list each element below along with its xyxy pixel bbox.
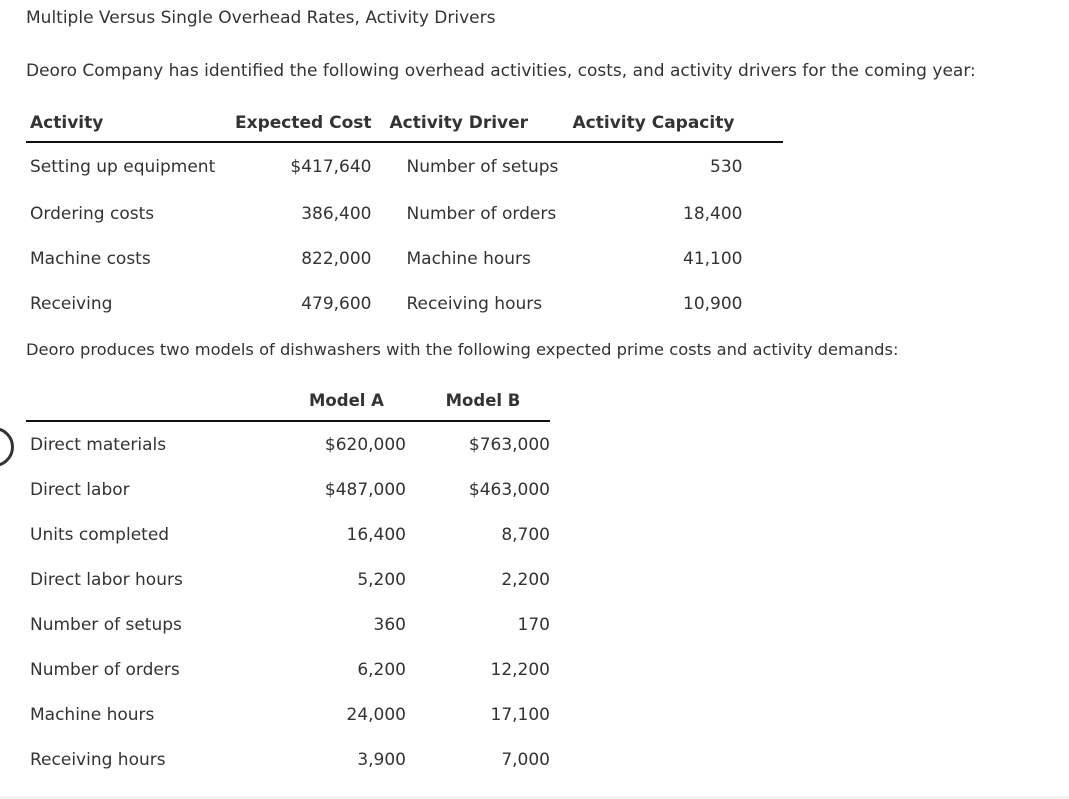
model-b-value: 2,200 xyxy=(501,569,550,590)
expected-cost: $417,640 xyxy=(290,157,372,177)
activity-capacity: 530 xyxy=(710,157,743,177)
row-label: Number of setups xyxy=(30,614,182,635)
table-row xyxy=(26,602,550,647)
activity-driver: Number of orders xyxy=(406,203,557,224)
model-b-value: $463,000 xyxy=(468,479,550,500)
row-label: Direct labor hours xyxy=(30,569,183,590)
header-blank xyxy=(26,380,247,421)
header-model-b: Model B xyxy=(406,380,550,421)
model-b-value: 8,700 xyxy=(501,524,550,545)
activity-name: Setting up equipment xyxy=(30,157,216,177)
table-row xyxy=(26,557,550,602)
table-row xyxy=(26,421,550,467)
model-b-value: $763,000 xyxy=(468,434,550,455)
table-row xyxy=(26,647,550,692)
model-a-value: $620,000 xyxy=(324,434,406,455)
expected-cost: 386,400 xyxy=(301,203,372,224)
header-activity: Activity xyxy=(26,105,235,142)
expected-cost: 822,000 xyxy=(301,248,372,269)
row-label: Units completed xyxy=(30,524,170,545)
activity-capacity: 18,400 xyxy=(683,203,743,224)
table-row xyxy=(26,737,550,782)
intro-paragraph-models: Deoro produces two models of dishwashers with the following expected prime costs and activity demands: xyxy=(26,340,899,359)
page-title: Multiple Versus Single Overhead Rates, Activity Drivers xyxy=(26,8,496,28)
model-b-value: 17,100 xyxy=(490,704,550,725)
activity-capacity: 41,100 xyxy=(683,248,743,269)
table-row xyxy=(26,281,783,326)
row-label: Direct materials xyxy=(30,434,167,455)
model-a-value: 16,400 xyxy=(346,524,406,545)
table-row xyxy=(26,142,783,191)
intro-paragraph-activities: Deoro Company has identified the following overhead activities, costs, and activity drivers for the coming year: xyxy=(26,61,976,81)
row-label: Receiving hours xyxy=(30,749,166,770)
model-a-value: 5,200 xyxy=(357,569,406,590)
table-header-row xyxy=(26,105,783,142)
model-a-value: 24,000 xyxy=(346,704,406,725)
model-b-value: 12,200 xyxy=(490,659,550,680)
model-a-value: 6,200 xyxy=(357,659,406,680)
models-table xyxy=(26,380,550,782)
table-row xyxy=(26,692,550,737)
activity-name: Ordering costs xyxy=(30,203,155,224)
model-b-value: 170 xyxy=(517,614,550,635)
model-a-value: 3,900 xyxy=(357,749,406,770)
model-b-value: 7,000 xyxy=(501,749,550,770)
activity-driver: Machine hours xyxy=(406,248,531,269)
row-label: Direct labor xyxy=(30,479,130,500)
table-row xyxy=(26,191,783,236)
table-row xyxy=(26,512,550,557)
activity-capacity: 10,900 xyxy=(683,293,743,314)
table-row xyxy=(26,467,550,512)
row-label: Machine hours xyxy=(30,704,155,725)
header-activity-driver: Activity Driver xyxy=(372,105,573,142)
model-a-value: 360 xyxy=(373,614,406,635)
activity-driver: Receiving hours xyxy=(406,293,543,314)
activity-name: Machine costs xyxy=(30,248,151,269)
activities-table xyxy=(26,105,783,326)
expected-cost: 479,600 xyxy=(301,293,372,314)
activity-name: Receiving xyxy=(30,293,113,314)
partial-circle-icon xyxy=(0,427,14,467)
header-expected-cost: Expected Cost xyxy=(235,105,372,142)
table-row xyxy=(26,236,783,281)
activity-driver: Number of setups xyxy=(406,157,559,177)
row-label: Number of orders xyxy=(30,659,180,680)
model-a-value: $487,000 xyxy=(324,479,406,500)
header-model-a: Model A xyxy=(247,380,406,421)
table-header-row xyxy=(26,380,550,421)
header-activity-capacity: Activity Capacity xyxy=(573,105,783,142)
